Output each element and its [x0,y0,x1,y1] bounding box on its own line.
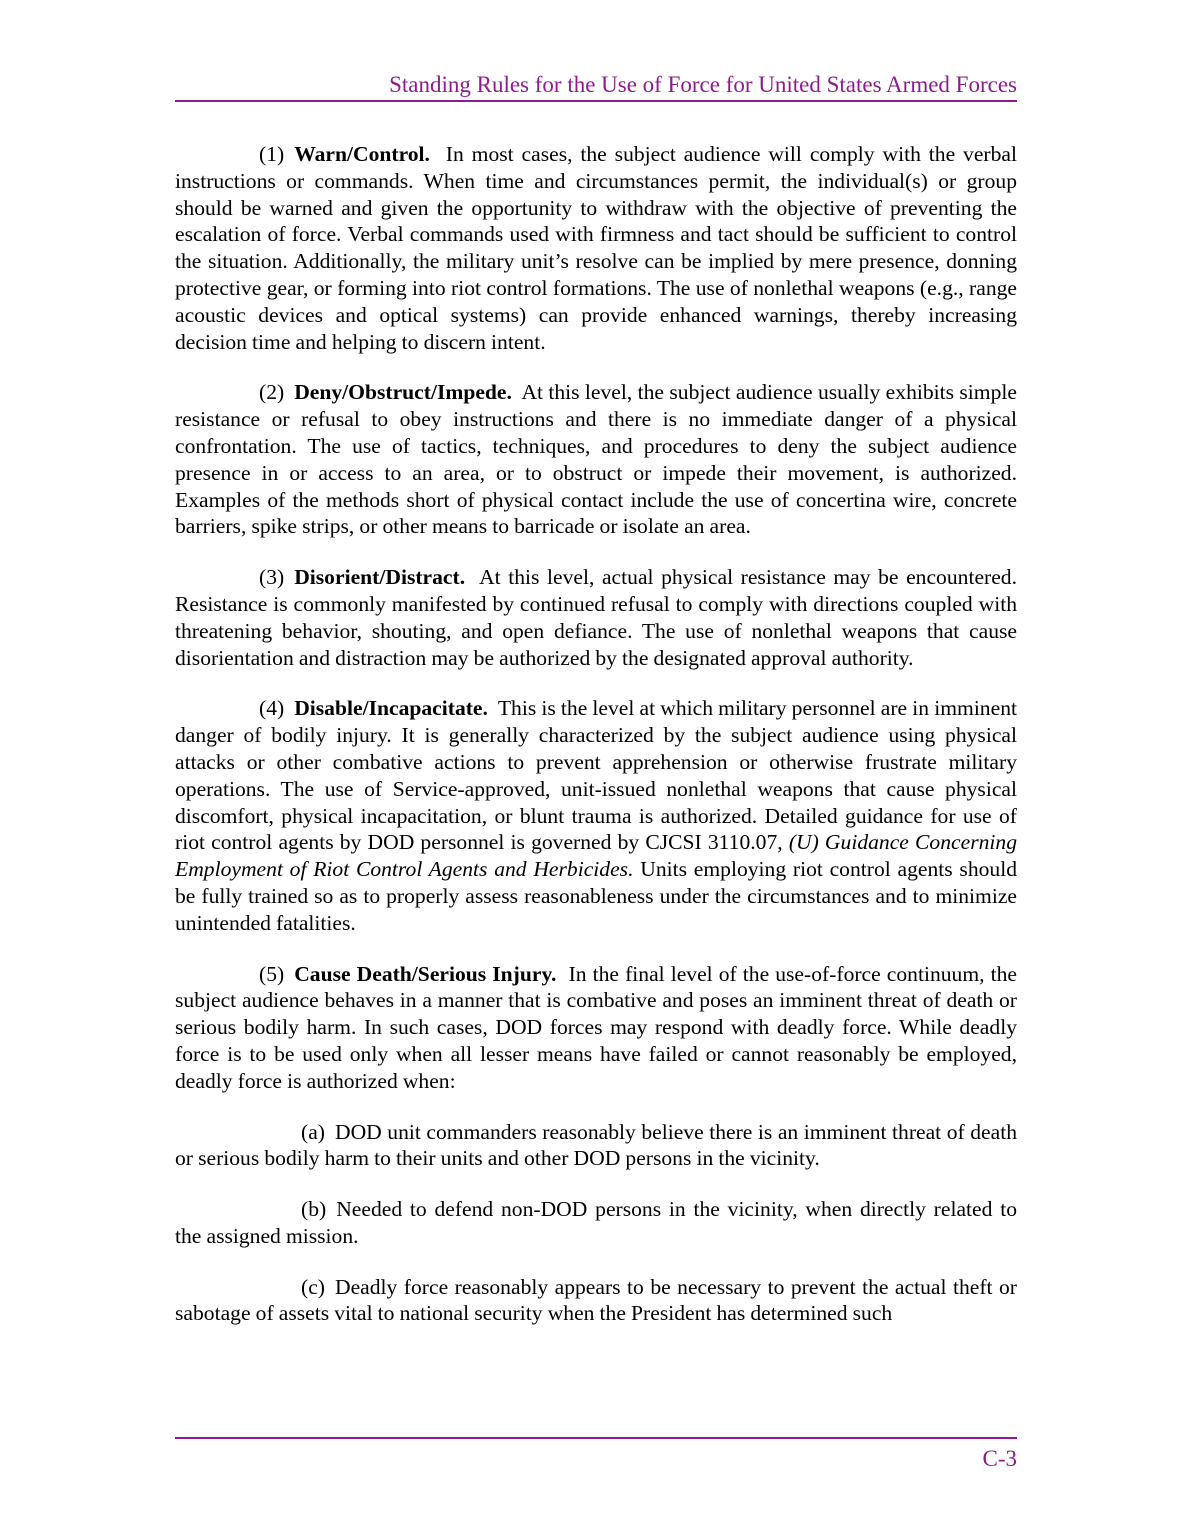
subparagraph-number: (b) [301,1197,327,1222]
subparagraph-number: (c) [301,1274,325,1299]
paragraph-number: (1) [259,142,285,166]
page-number: C-3 [982,1446,1017,1471]
header-title: Standing Rules for the Use of Force for United States Armed Forces [389,72,1017,97]
subparagraph-text: Deadly force reasonably appears to be necessary to prevent the actual theft or sabotage of assets vital to national security when the President has determined such [175,1274,1017,1326]
subparagraph-text: DOD unit commanders reasonably believe there is an imminent threat of death or serious bodily harm to their units and other DOD persons in the vicinity. [175,1119,1017,1171]
paragraph-text: This is the level at which military personnel are in imminent danger of bodily injury. It is generally characterized by the subject audience using physical attacks or other combative actions to prevent apprehension or otherwise frustrate military operations. The use of Service-approved, unit-issued nonlethal weapons that cause physical discomfort, physical incapacitation, or blunt trauma is authorized. Detailed guidance for use of riot control agents by DOD personnel is governed by CJCSI 3110.07, [175,696,1017,855]
paragraph-1 [175,141,1017,355]
header-rule [175,100,1017,102]
paragraph-number: (2) [259,380,285,405]
paragraph-4 [175,695,1017,936]
document-body [175,141,1017,1327]
subparagraph-number: (a) [301,1119,325,1144]
paragraph-2 [175,379,1017,540]
paragraph-text: In most cases, the subject audience will comply with the verbal instructions or commands. When time and circumstances permit, the individual(s) or group should be warned and given the opportunity to withdraw with the objective of preventing the escalation of force. Verbal commands used with firmness and tact should be sufficient to control the situation. Additionally, the military unit’s resolve can be implied by mere presence, donning protective gear, or forming into riot control formations. The use of nonlethal weapons (e.g., range acoustic devices and optical systems) can provide enhanced warnings, thereby increasing decision time and helping to discern intent. [175,142,1017,354]
paragraph-3 [175,564,1017,671]
citation-title: (U) Guidance Concerning Employment of Riot Control Agents and Herbicides. [175,830,1017,882]
paragraph-heading: Disorient/Distract. [294,565,466,590]
paragraph-text-continued: Units employing riot control agents should be fully trained so as to properly assess reasonableness under the circumstances and to minimize unintended fatalities. [175,857,1018,935]
paragraph-heading: Warn/Control. [294,142,430,166]
paragraph-number: (4) [259,696,285,721]
paragraph-text: At this level, the subject audience usually exhibits simple resistance or refusal to obey instructions and there is no immediate danger of a physical confrontation. The use of tactics, techniques, and procedures to deny the subject audience presence in or access to an area, or to obstruct or impede their movement, is authorized. Examples of the methods short of physical contact include the use of concertina wire, concrete barriers, spike strips, or other means to barricade or isolate an area. [175,380,1017,539]
footer-rule [175,1437,1017,1439]
subparagraph-text: Needed to defend non-DOD persons in the vicinity, when directly related to the assigned mission. [175,1197,1017,1248]
paragraph-heading: Deny/Obstruct/Impede. [294,380,512,405]
paragraph-heading: Disable/Incapacitate. [294,696,488,721]
paragraph-5 [175,961,1017,1095]
paragraph-number: (3) [259,565,285,590]
paragraph-text: At this level, actual physical resistance may be encountered. Resistance is commonly manifested by continued refusal to comply with directions coupled with threatening behavior, shouting, and open defiance. The use of nonlethal weapons that cause disorientation and distraction may be authorized by the designated approval authority. [175,565,1017,670]
subparagraph-c [175,1274,1017,1328]
subparagraph-b [175,1196,1017,1250]
paragraph-text: In the final level of the use-of-force continuum, the subject audience behaves in a manner that is combative and poses an imminent threat of death or serious bodily harm. In such cases, DOD forces may respond with deadly force. While deadly force is to be used only when all lesser means have failed or cannot reasonably be employed, deadly force is authorized when: [175,961,1017,1093]
paragraph-number: (5) [259,961,285,986]
paragraph-heading: Cause Death/Serious Injury. [294,961,557,986]
subparagraph-a [175,1119,1017,1173]
